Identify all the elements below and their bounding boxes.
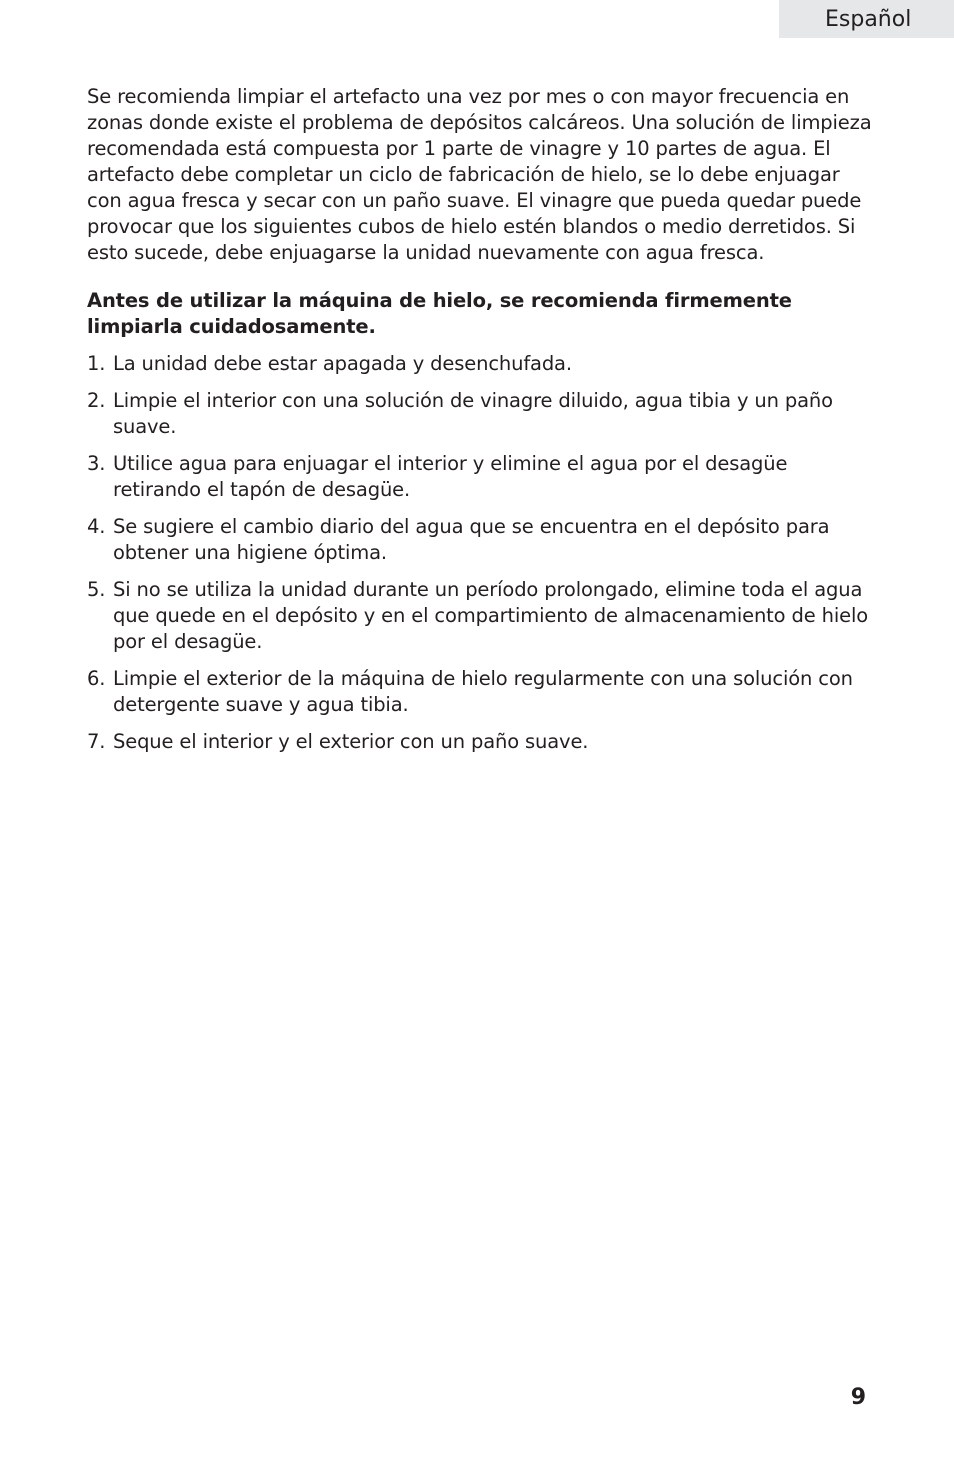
step-number: 5. xyxy=(87,578,106,601)
language-tab: Español xyxy=(779,0,954,38)
step-number: 1. xyxy=(87,352,106,375)
page-content xyxy=(87,84,872,766)
list-item xyxy=(87,729,872,755)
page-number: 9 xyxy=(850,1385,866,1410)
intro-paragraph: Se recomienda limpiar el artefacto una vez por mes o con mayor frecuencia en zonas donde existe el problema de depósitos calcáreos. Una solución de limpieza recomendada está compuesta por 1 parte de vinagre y 10 partes de agua. El artefacto debe completar un ciclo de fabricación de hielo, se lo debe enjuagar con agua fresca y secar con un paño suave. El vinagre que pueda quedar puede provocar que los siguientes cubos de hielo estén blandos o medio derretidos. Si esto sucede, debe enjuagarse la unidad nuevamente con agua fresca. xyxy=(87,85,872,264)
step-text: Limpie el interior con una solución de vinagre diluido, agua tibia y un paño suave. xyxy=(113,389,833,438)
list-item xyxy=(87,577,872,655)
step-text: Se sugiere el cambio diario del agua que se encuentra en el depósito para obtener una higiene óptima. xyxy=(113,515,830,564)
cleaning-heading: Antes de utilizar la máquina de hielo, se recomienda firmemente limpiarla cuidadosamente. xyxy=(87,289,792,338)
step-text: Utilice agua para enjuagar el interior y elimine el agua por el desagüe retirando el tapón de desagüe. xyxy=(113,452,788,501)
list-item xyxy=(87,451,872,503)
list-item xyxy=(87,666,872,718)
step-text: La unidad debe estar apagada y desenchufada. xyxy=(113,352,572,375)
step-number: 4. xyxy=(87,515,106,538)
step-text: Seque el interior y el exterior con un paño suave. xyxy=(113,730,589,753)
step-number: 6. xyxy=(87,667,106,690)
cleaning-steps-list xyxy=(87,351,872,755)
step-number: 7. xyxy=(87,730,106,753)
step-text: Limpie el exterior de la máquina de hielo regularmente con una solución con detergente suave y agua tibia. xyxy=(113,667,853,716)
list-item xyxy=(87,351,872,377)
step-text: Si no se utiliza la unidad durante un período prolongado, elimine toda el agua que quede en el depósito y en el compartimiento de almacenamiento de hielo por el desagüe. xyxy=(113,578,868,653)
step-number: 3. xyxy=(87,452,106,475)
step-number: 2. xyxy=(87,389,106,412)
list-item xyxy=(87,388,872,440)
list-item xyxy=(87,514,872,566)
